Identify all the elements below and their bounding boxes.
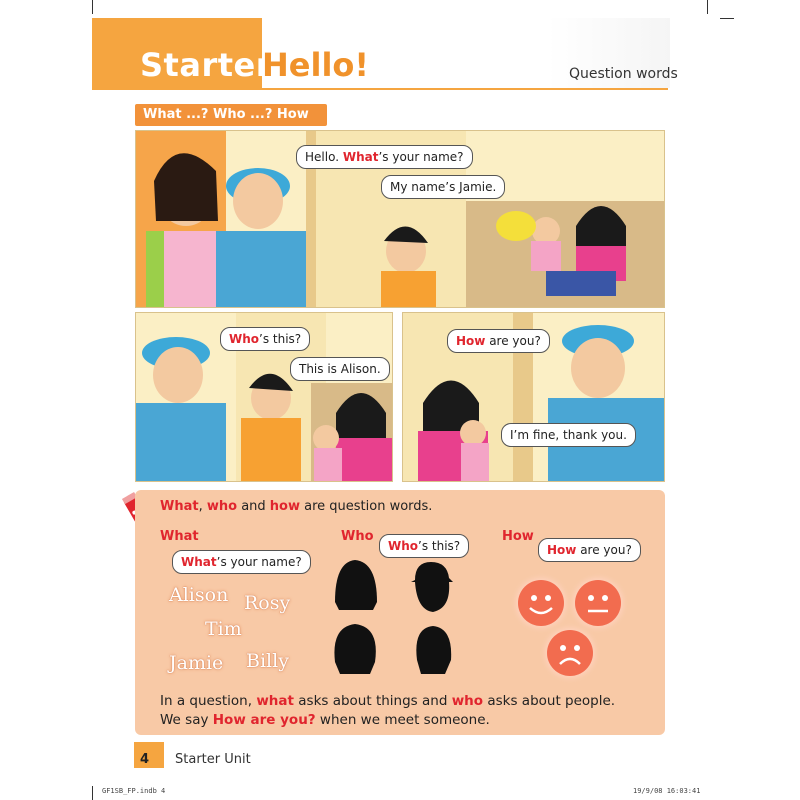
page-number: 4 bbox=[140, 752, 150, 767]
info-intro bbox=[160, 499, 432, 514]
bubble-text-post: ’s this? bbox=[259, 332, 302, 346]
line1-what: what bbox=[256, 693, 294, 709]
face-features bbox=[518, 580, 628, 680]
intro-who: who bbox=[206, 499, 238, 514]
page-title-hello: Hello! bbox=[262, 46, 369, 84]
info-bubble-how bbox=[538, 538, 641, 562]
intro-what: What bbox=[160, 499, 199, 514]
bubble-question-word: What bbox=[181, 555, 217, 569]
bubble-text-post: ’s your name? bbox=[378, 150, 464, 164]
crop-mark bbox=[707, 0, 708, 14]
crop-mark bbox=[720, 18, 734, 19]
speech-bubble-my-name: My name’s Jamie. bbox=[381, 175, 505, 199]
print-slug-file: GF1SB_FP.indb 4 bbox=[102, 787, 166, 795]
intro-how: how bbox=[269, 499, 300, 514]
line1-a: In a question, bbox=[160, 693, 257, 709]
column-title-how: How bbox=[502, 529, 534, 544]
comic-panel-1 bbox=[135, 130, 665, 308]
intro-sep1: , bbox=[198, 499, 207, 514]
people-silhouettes bbox=[325, 552, 475, 684]
bubble-question-word: What bbox=[342, 150, 379, 164]
bubble-text-pre: Hello. bbox=[305, 150, 343, 164]
speech-bubble-whats-your-name bbox=[296, 145, 473, 169]
intro-rest: are question words. bbox=[300, 499, 433, 514]
comic-panel-3 bbox=[402, 312, 665, 482]
explanation-line-2 bbox=[160, 712, 490, 728]
unit-label: Starter Unit bbox=[175, 752, 251, 767]
speech-bubble-how-are-you bbox=[447, 329, 550, 353]
speech-bubble-whos-this bbox=[220, 327, 310, 351]
bubble-question-word: Who bbox=[388, 539, 419, 553]
column-title-what: What bbox=[160, 529, 199, 544]
line1-b: asks about things and bbox=[293, 693, 452, 709]
speech-bubble-im-fine: I’m fine, thank you. bbox=[501, 423, 636, 447]
bubble-question-word: How bbox=[547, 543, 577, 557]
info-box bbox=[135, 490, 665, 735]
name-alison: Alison bbox=[169, 584, 229, 606]
bubble-text-post: are you? bbox=[576, 543, 632, 557]
bubble-text-post: are you? bbox=[485, 334, 541, 348]
bubble-question-word: Who bbox=[229, 332, 260, 346]
line1-c: asks about people. bbox=[483, 693, 616, 709]
name-jamie: Jamie bbox=[169, 652, 224, 674]
name-billy: Billy bbox=[246, 650, 289, 672]
explanation-line-1 bbox=[160, 693, 615, 709]
line2-how: How are you? bbox=[212, 712, 316, 728]
column-title-who: Who bbox=[341, 529, 374, 544]
name-rosy: Rosy bbox=[244, 592, 291, 614]
crop-mark bbox=[92, 786, 93, 800]
line2-a: We say bbox=[160, 712, 213, 728]
name-tim: Tim bbox=[205, 618, 242, 640]
line1-who: who bbox=[451, 693, 484, 709]
bubble-text-post: ’s your name? bbox=[216, 555, 302, 569]
bubble-text-post: ’s this? bbox=[418, 539, 461, 553]
line2-b: when we meet someone. bbox=[315, 712, 490, 728]
page-title-starter: Starter bbox=[140, 46, 272, 84]
speech-bubble-this-is-alison: This is Alison. bbox=[290, 357, 390, 381]
crop-mark bbox=[92, 0, 93, 14]
intro-sep2: and bbox=[237, 499, 270, 514]
comic-panel-2 bbox=[135, 312, 393, 482]
header-rule bbox=[92, 88, 668, 90]
print-slug-date: 19/9/08 16:03:41 bbox=[633, 787, 701, 795]
info-bubble-what bbox=[172, 550, 311, 574]
bubble-question-word: How bbox=[456, 334, 486, 348]
section-subtitle: Question words bbox=[569, 66, 678, 82]
question-words-bar: What ...? Who ...? How bbox=[135, 104, 327, 126]
